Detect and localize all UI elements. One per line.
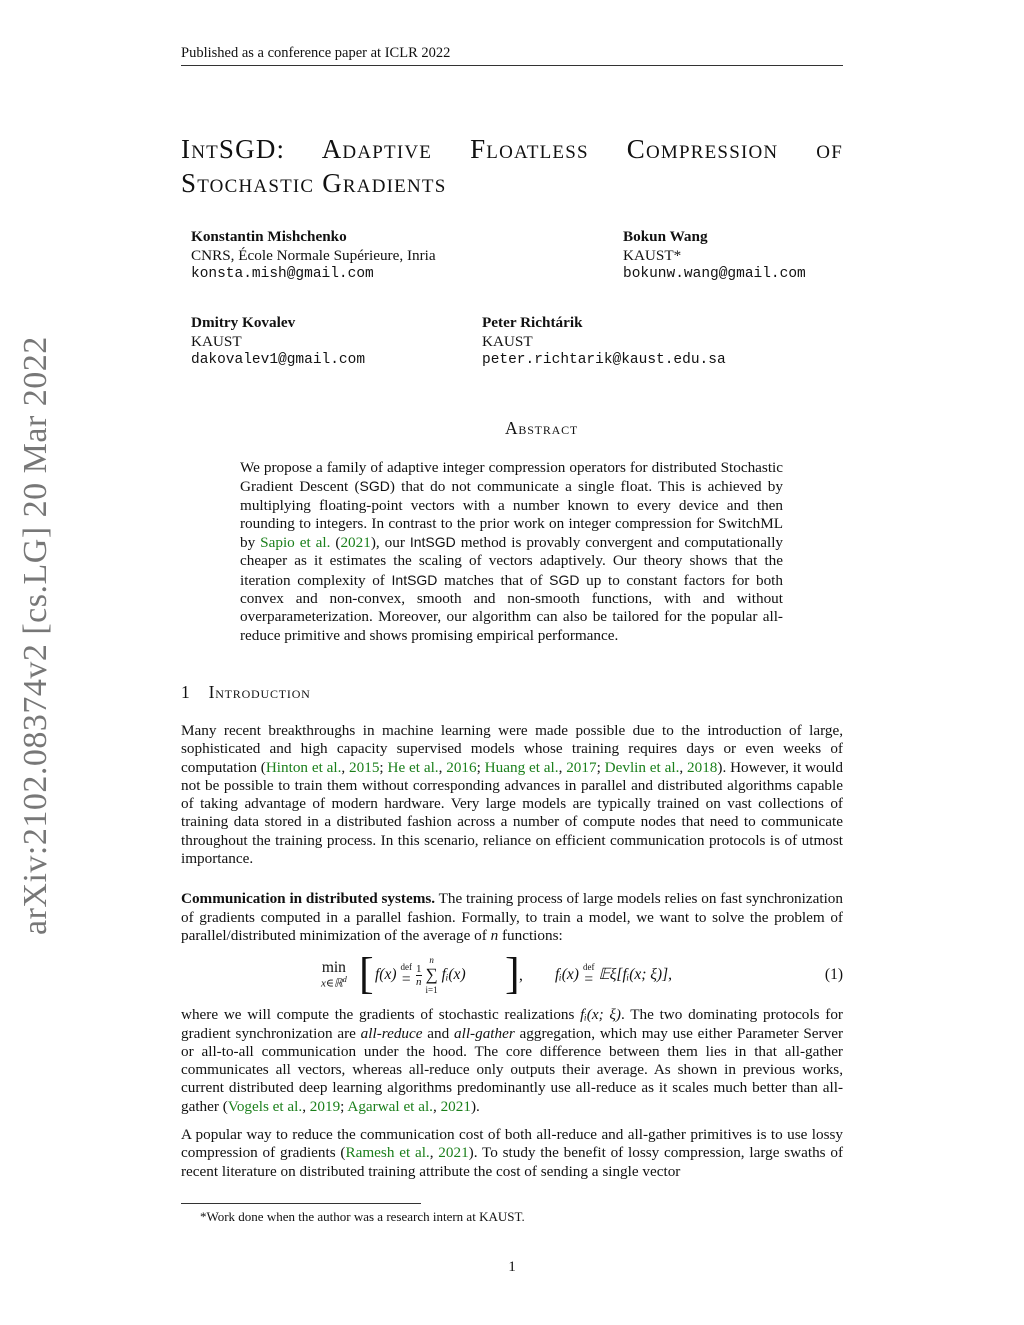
text-segment: ) that do not communicate a single float. This is achieved by multiplying floating-point vectors with a number known to every device and then rounding to integers. In contrast to the prior work on integer compression for SwitchML by	[240, 478, 783, 552]
text-segment: Communication in distributed systems.	[181, 890, 436, 908]
author-block	[191, 314, 365, 370]
text-segment: ). To study the benefit of lossy compression, large swaths of recent literature on distributed training attribute the cost of sending a single vector	[181, 1144, 844, 1180]
eq-sup: d	[342, 975, 347, 985]
intro-paragraph	[181, 1006, 843, 1116]
citation-link[interactable]: Vogels et al.	[227, 1097, 303, 1115]
text-segment: up to constant factors for both convex and non-convex, smooth and non-smooth functions, with and without overparameterization. Moreover, our algorithm can also be tailored for the popular all-reduce primitive and shows promising empirical performance.	[240, 571, 783, 644]
eq-frac-den: n	[416, 975, 422, 988]
citation-link[interactable]: Sapio et al.	[260, 534, 331, 552]
main-column	[181, 418, 843, 1181]
intro-paragraph	[181, 722, 843, 868]
eq-sum: ∑	[425, 965, 438, 985]
eq-rhs-f: fᵢ(x)	[555, 966, 579, 984]
author-block	[623, 228, 806, 284]
text-segment: aggregation, which may use either Parameter Server or all-to-all communication under the hood. The core difference between them lies in that all-gather communicates all vectors, whereas all-reduce only outputs their average. As shown in previous works, current distributed deep learning algorithms predominantly use all-reduce as it scales much better than all-gather (	[181, 1024, 843, 1115]
text-segment: matches that of	[437, 571, 550, 589]
text-segment: ,	[679, 758, 688, 776]
eq-frac-num: 1	[416, 962, 422, 975]
text-segment: ,	[438, 758, 447, 776]
citation-link[interactable]: Agarwal et al.	[347, 1097, 433, 1115]
footnote: *Work done when the author was a research intern at KAUST.	[200, 1209, 525, 1224]
text-segment: We propose a family of adaptive integer compression operators for distributed Stochastic Gradient Descent (	[240, 459, 783, 496]
text-segment: Many recent breakthroughs in machine learning were made possible due to the introduction of large, sophisticated and high capacity supervised models whose training requires days or even weeks of computation (	[181, 721, 843, 776]
author-email[interactable]: konsta.mish@gmail.com	[191, 266, 374, 282]
text-segment: functions:	[498, 926, 563, 944]
text-segment: ;	[379, 758, 388, 776]
author-block	[191, 228, 436, 284]
author-name: Bokun Wang	[623, 228, 708, 245]
citation-link[interactable]: Hinton et al.	[265, 758, 342, 776]
citation-link[interactable]: 2015	[349, 758, 380, 776]
text-segment: and	[422, 1024, 455, 1042]
text-segment: where we will compute the gradients of stochastic realizations	[181, 1006, 581, 1024]
eq-min: min	[321, 959, 346, 977]
author-block	[482, 314, 726, 370]
author-name: Konstantin Mishchenko	[191, 228, 347, 245]
author-name: Peter Richtárik	[482, 314, 583, 331]
eq-sum-bottom: i=1	[425, 985, 438, 996]
text-segment: ,	[432, 1097, 441, 1115]
text-segment: ,	[558, 758, 567, 776]
eq-def: def	[400, 962, 413, 973]
text-segment: ;	[340, 1097, 348, 1115]
text-segment: all-gather	[454, 1024, 515, 1042]
author-affiliation: KAUST*	[623, 246, 682, 264]
text-segment: ,	[302, 1097, 310, 1115]
footnote-rule	[181, 1203, 421, 1204]
author-email[interactable]: peter.richtarik@kaust.edu.sa	[482, 352, 726, 368]
paper-title: IntSGD: Adaptive Floatless Compression of Stochastic Gradients	[181, 134, 843, 198]
eq-sum-top: n	[429, 955, 434, 966]
citation-link[interactable]: 2021	[340, 534, 371, 552]
text-segment: SGD	[549, 571, 580, 588]
abstract-heading: Abstract	[504, 418, 579, 438]
running-header: Published as a conference paper at ICLR 2022	[181, 44, 843, 66]
text-segment: The training process of large models relies on fast synchronization of gradients computed in a parallel fashion. Formally, to train a model, we want to solve the problem of parallel/distributed minimization of the average of	[181, 890, 843, 944]
eq-equals: =	[584, 971, 594, 989]
text-segment: A popular way to reduce the communication cost of both all-reduce and all-gather primitives is to use lossy compression of gradients (	[181, 1126, 843, 1162]
author-affiliation: KAUST	[191, 332, 242, 350]
author-name: Dmitry Kovalev	[191, 314, 296, 331]
arxiv-identifier: arXiv:2102.08374v2 [cs.LG] 20 Mar 2022	[17, 336, 54, 935]
equation-1: min x∈ℝ$^d$ [ f(x) def = $\frac{1}{n}$ n ∑ i=1 fᵢ(x) ] , fᵢ(x) def = 𝔼ξ[fᵢ(x; ξ)], (1)	[321, 949, 843, 999]
eq-equals: =	[401, 971, 411, 989]
text-segment: ;	[476, 758, 485, 776]
text-segment: SGD	[359, 478, 390, 495]
section-heading	[181, 682, 843, 702]
text-segment: ,	[429, 1144, 439, 1162]
section-title: Introduction	[208, 681, 311, 702]
text-segment: IntSGD	[391, 571, 438, 588]
intro-paragraph	[181, 1126, 843, 1181]
text-segment: fᵢ(x; ξ)	[580, 1006, 621, 1024]
text-segment: n	[490, 926, 499, 944]
citation-link[interactable]: He et al.	[387, 758, 439, 776]
section-number: 1	[181, 681, 191, 702]
citation-link[interactable]: Ramesh et al.	[345, 1144, 430, 1162]
text-segment: ,	[341, 758, 350, 776]
citation-link[interactable]: Huang et al.	[484, 758, 559, 776]
citation-link[interactable]: 2019	[309, 1097, 341, 1115]
text-segment: . The two dominating protocols for gradient synchronization are	[181, 1006, 843, 1042]
citation-link[interactable]: 2017	[566, 758, 597, 776]
text-segment: ).	[470, 1097, 480, 1115]
citation-link[interactable]: Devlin et al.	[604, 758, 680, 776]
eq-fi: fᵢ(x)	[441, 966, 466, 984]
eq-subscript: x∈ℝ	[321, 977, 343, 990]
text-segment: ;	[596, 758, 605, 776]
citation-link[interactable]: 2016	[446, 758, 477, 776]
eq-f: f(x)	[375, 966, 397, 984]
citation-link[interactable]: 2018	[687, 758, 718, 776]
text-segment: ), our	[370, 534, 410, 552]
abstract-text	[240, 459, 783, 645]
intro-paragraph	[181, 890, 843, 945]
text-segment: all-reduce	[360, 1024, 423, 1042]
author-email[interactable]: bokunw.wang@gmail.com	[623, 266, 806, 282]
text-segment: method is provably convergent and computationally cheaper as it estimates the scaling of vectors adaptively. Our theory shows that the iteration complexity of	[240, 534, 784, 589]
text-segment: (	[330, 534, 341, 552]
text-segment: ). However, it would not be possible to train them without corresponding advances in parallel and distributed algorithms capable of taking advantage of modern hardware. Very large models are typically trained on vast collections of training data stored in a distributed fashion across a number of compute nodes that need to communicate throughout the training process. In this scenario, reliance on efficient communication protocols is of utmost importance.	[181, 758, 844, 868]
author-affiliation: KAUST	[482, 332, 533, 350]
author-affiliation: CNRS, École Normale Supérieure, Inria	[191, 246, 436, 264]
eq-def: def	[582, 962, 595, 973]
text-segment: IntSGD	[409, 534, 456, 551]
citation-link[interactable]: 2021	[438, 1144, 469, 1162]
author-email[interactable]: dakovalev1@gmail.com	[191, 352, 366, 368]
equation-number: (1)	[824, 966, 843, 984]
page-number: 1	[508, 1258, 516, 1275]
eq-rhs: 𝔼ξ[fᵢ(x; ξ)],	[598, 966, 672, 984]
citation-link[interactable]: 2021	[440, 1097, 471, 1115]
